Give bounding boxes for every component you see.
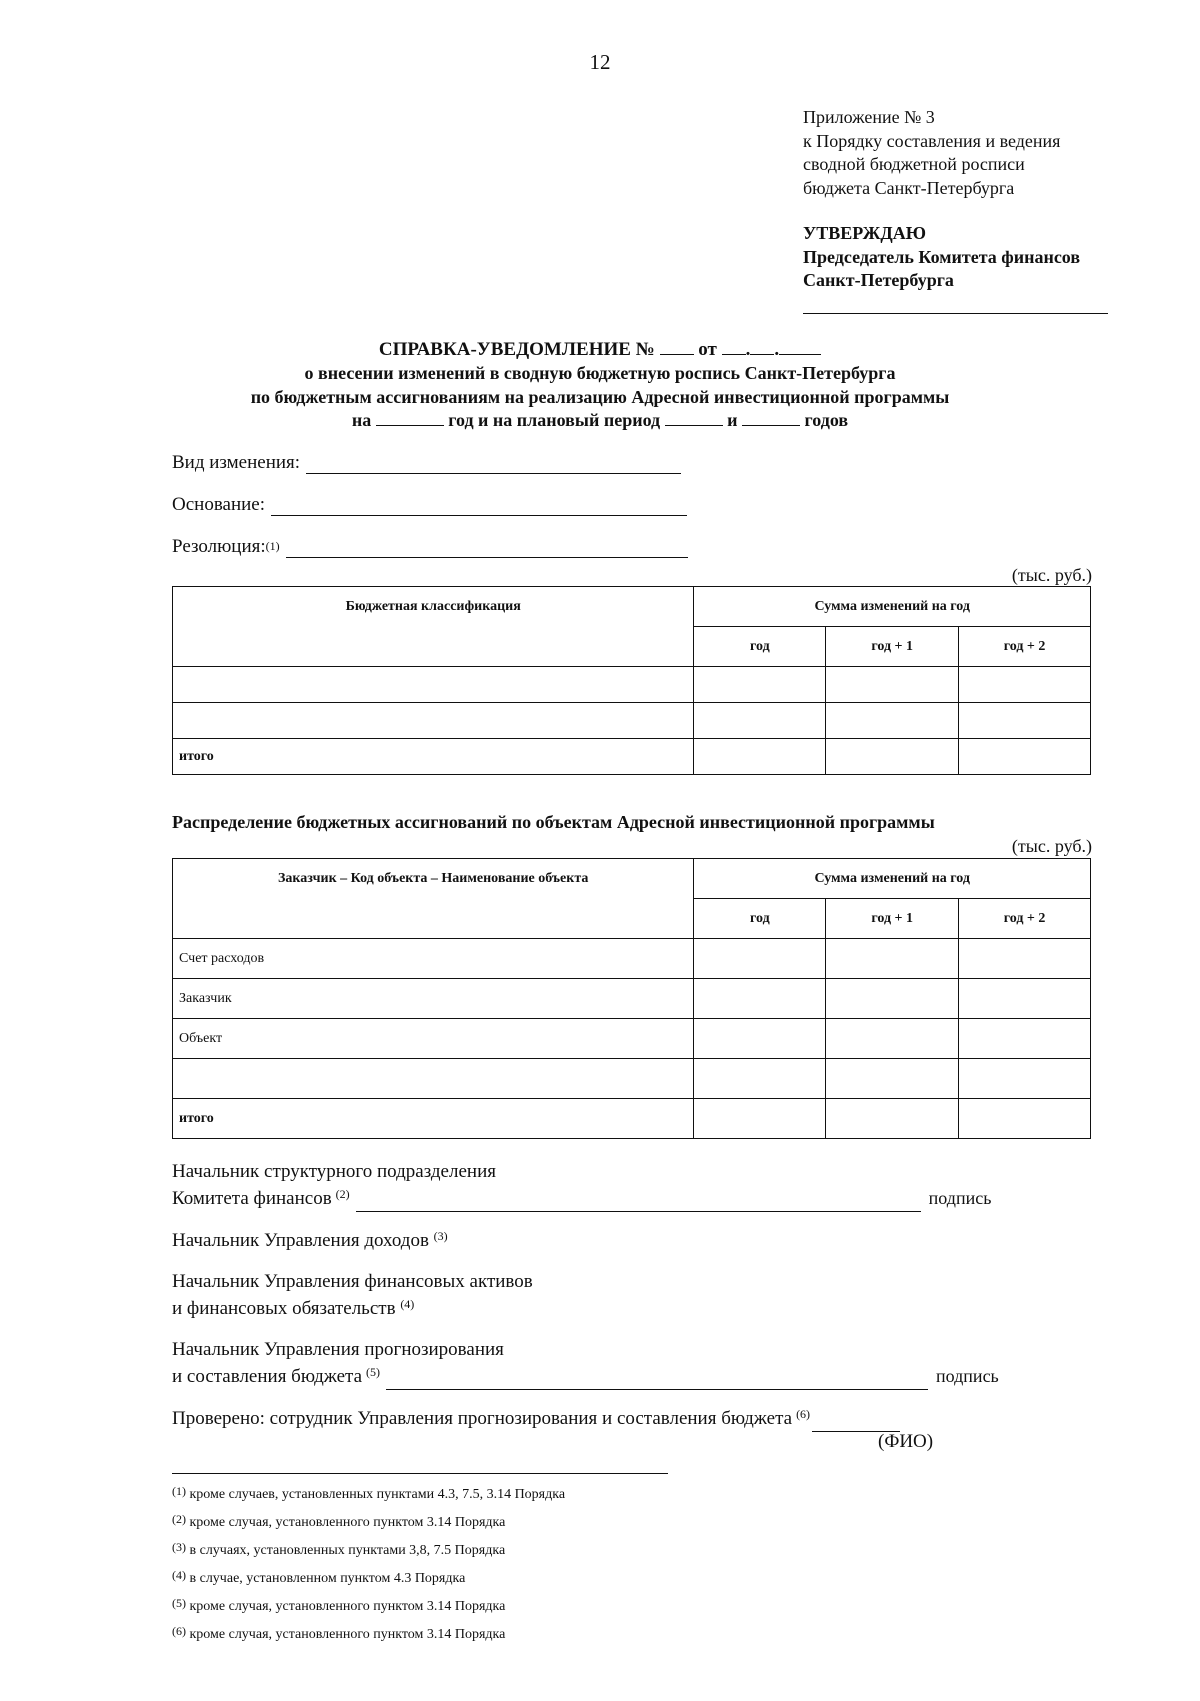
footnote-ref: (4) bbox=[400, 1297, 415, 1311]
footnote bbox=[172, 1593, 565, 1621]
footnote-ref: (6) bbox=[796, 1407, 811, 1421]
year-blank bbox=[779, 338, 821, 355]
signer-title-line: Комитета финансов bbox=[172, 1188, 332, 1209]
footnote-mark: (3) bbox=[172, 1540, 186, 1554]
title-from: от bbox=[698, 339, 717, 360]
footnote-text: кроме случая, установленного пунктом 3.14 Порядка bbox=[189, 1627, 506, 1642]
year-blank bbox=[742, 409, 800, 426]
signer-title: Начальник Управления доходов bbox=[172, 1230, 429, 1251]
units-label: (тыс. руб.) bbox=[1011, 836, 1092, 856]
table-cell[interactable] bbox=[826, 739, 959, 775]
change-type-label: Вид изменения: bbox=[172, 452, 301, 473]
signature-label: подпись bbox=[928, 1188, 992, 1208]
year-header: год bbox=[694, 899, 826, 939]
table-row bbox=[173, 979, 1091, 1019]
footnote bbox=[172, 1565, 565, 1593]
signature-line[interactable] bbox=[356, 1191, 921, 1212]
approval-line: Председатель Комитета финансов bbox=[803, 246, 1081, 267]
document-title bbox=[0, 338, 1200, 433]
column-header-sum: Сумма изменений на год bbox=[694, 859, 1091, 899]
total-row bbox=[173, 1099, 1091, 1139]
classification-table bbox=[172, 586, 1091, 775]
footnote-text: кроме случаев, установленных пунктами 4.3, 7.5, 3.14 Порядка bbox=[189, 1487, 566, 1502]
checked-by-label: Проверено: сотрудник Управления прогнозирования и составления бюджета bbox=[172, 1408, 793, 1429]
footnote-ref: (5) bbox=[366, 1365, 381, 1379]
footnote-text: в случае, установленном пунктом 4.3 Порядка bbox=[189, 1571, 466, 1586]
appendix-line: сводной бюджетной росписи bbox=[803, 154, 1025, 174]
signer-title-line: и финансовых обязательств bbox=[172, 1298, 396, 1319]
signer-title: Начальник Управления финансовых активов bbox=[172, 1271, 533, 1292]
table-cell[interactable] bbox=[826, 1059, 959, 1099]
fio-label: (ФИО) bbox=[878, 1431, 934, 1452]
signer-title-line: и составления бюджета bbox=[172, 1366, 363, 1387]
footnote-mark: (6) bbox=[172, 1624, 186, 1638]
month-blank bbox=[750, 338, 774, 355]
footnote-mark: (2) bbox=[172, 1512, 186, 1526]
year-plus-1-header: год + 1 bbox=[826, 627, 959, 667]
resolution-field bbox=[172, 536, 688, 558]
approval-signature-line bbox=[803, 313, 1108, 314]
total-label: итого bbox=[173, 739, 694, 775]
signature-block-1 bbox=[172, 1158, 991, 1212]
table-cell[interactable] bbox=[959, 1099, 1091, 1139]
row-label-customer: Заказчик bbox=[173, 979, 694, 1019]
year-plus-1-header: год + 1 bbox=[826, 899, 959, 939]
table-cell[interactable] bbox=[694, 1019, 826, 1059]
title-line-4 bbox=[0, 409, 1200, 433]
signature-label: подпись bbox=[936, 1366, 999, 1386]
footnote bbox=[172, 1509, 565, 1537]
appendix-line: к Порядку составления и ведения bbox=[803, 130, 1061, 151]
column-header-classification: Бюджетная классификация bbox=[173, 587, 694, 667]
number-blank bbox=[660, 338, 694, 355]
table-cell[interactable] bbox=[826, 667, 959, 703]
table-cell[interactable] bbox=[694, 1099, 826, 1139]
table-row bbox=[173, 939, 1091, 979]
signature-line[interactable] bbox=[386, 1369, 928, 1390]
total-label: итого bbox=[173, 1099, 694, 1139]
table-cell[interactable] bbox=[173, 1059, 694, 1099]
footnote-separator bbox=[172, 1473, 668, 1474]
table-row bbox=[173, 1059, 1091, 1099]
basis-label: Основание: bbox=[172, 494, 266, 515]
row-label-account: Счет расходов bbox=[173, 939, 694, 979]
title-years: годов bbox=[804, 410, 849, 430]
signer-title: Начальник структурного подразделения bbox=[172, 1161, 496, 1182]
title-plan-period: год и на плановый период bbox=[448, 410, 661, 430]
footnote-text: кроме случая, установленного пунктом 3.14 Порядка bbox=[189, 1515, 506, 1530]
table-row bbox=[173, 1019, 1091, 1059]
title-line-2: о внесении изменений в сводную бюджетную роспись Санкт-Петербурга bbox=[304, 363, 896, 383]
signature-block-3 bbox=[172, 1268, 533, 1322]
footnote-ref: (3) bbox=[433, 1229, 448, 1243]
appendix-line: Приложение № 3 bbox=[803, 107, 935, 127]
title-main-line: СПРАВКА-УВЕДОМЛЕНИЕ № от . . bbox=[0, 338, 1200, 362]
table-cell[interactable] bbox=[694, 703, 826, 739]
table-cell[interactable] bbox=[959, 667, 1091, 703]
footnote-text: кроме случая, установленного пунктом 3.14 Порядка bbox=[189, 1599, 506, 1614]
table-cell[interactable] bbox=[173, 703, 694, 739]
table-row bbox=[173, 703, 1091, 739]
appendix-header bbox=[803, 106, 1060, 200]
year-header: год bbox=[694, 627, 826, 667]
table-cell[interactable] bbox=[959, 979, 1091, 1019]
column-header-object: Заказчик – Код объекта – Наименование объекта bbox=[173, 859, 694, 939]
signer-title bbox=[172, 1185, 991, 1212]
change-type-line[interactable] bbox=[306, 455, 681, 474]
title-on: на bbox=[351, 410, 372, 430]
checked-by-block bbox=[172, 1405, 900, 1432]
approval-line: Санкт-Петербурга bbox=[803, 270, 954, 290]
year-plus-2-header: год + 2 bbox=[959, 627, 1091, 667]
signature-block-2 bbox=[172, 1227, 448, 1254]
footnote-mark: (5) bbox=[172, 1596, 186, 1610]
table-cell[interactable] bbox=[694, 667, 826, 703]
row-label-object: Объект bbox=[173, 1019, 694, 1059]
change-type-field bbox=[172, 452, 681, 474]
footnote-ref: (1) bbox=[265, 539, 280, 553]
footnote-ref: (2) bbox=[335, 1187, 350, 1201]
basis-field bbox=[172, 494, 687, 516]
footnote bbox=[172, 1621, 565, 1649]
table-cell[interactable] bbox=[694, 739, 826, 775]
table-cell[interactable] bbox=[826, 703, 959, 739]
objects-table bbox=[172, 858, 1091, 1139]
footnote-mark: (4) bbox=[172, 1568, 186, 1582]
table-cell[interactable] bbox=[959, 1059, 1091, 1099]
footnote-mark: (1) bbox=[172, 1484, 186, 1498]
table-cell[interactable] bbox=[826, 979, 959, 1019]
year-plus-2-header: год + 2 bbox=[959, 899, 1091, 939]
appendix-line: бюджета Санкт-Петербурга bbox=[803, 177, 1015, 198]
table-cell[interactable] bbox=[694, 1059, 826, 1099]
day-blank bbox=[722, 338, 746, 355]
page-number: 12 bbox=[589, 50, 611, 74]
title-line-3: по бюджетным ассигнованиям на реализацию Адресной инвестиционной программы bbox=[250, 386, 950, 407]
table-cell[interactable] bbox=[959, 703, 1091, 739]
approval-line: УТВЕРЖДАЮ bbox=[803, 223, 927, 243]
column-header-sum: Сумма изменений на год bbox=[694, 587, 1091, 627]
footnotes bbox=[172, 1481, 565, 1649]
table-cell[interactable] bbox=[694, 939, 826, 979]
title-main: СПРАВКА-УВЕДОМЛЕНИЕ № bbox=[378, 339, 655, 360]
approval-block bbox=[803, 222, 1080, 293]
units-label: (тыс. руб.) bbox=[1011, 565, 1092, 585]
table-cell[interactable] bbox=[173, 667, 694, 703]
table-cell[interactable] bbox=[694, 979, 826, 1019]
year-blank bbox=[665, 409, 723, 426]
table-cell[interactable] bbox=[826, 1019, 959, 1059]
year-blank bbox=[376, 409, 444, 426]
section-title: Распределение бюджетных ассигнований по объектам Адресной инвестиционной программы bbox=[172, 812, 935, 832]
table-cell[interactable] bbox=[826, 939, 959, 979]
resolution-label: Резолюция: bbox=[172, 536, 266, 557]
table-cell[interactable] bbox=[959, 939, 1091, 979]
table-cell[interactable] bbox=[826, 1099, 959, 1139]
table-cell[interactable] bbox=[959, 739, 1091, 775]
footnote-text: в случаях, установленных пунктами 3,8, 7.5 Порядка bbox=[189, 1543, 506, 1558]
total-row bbox=[173, 739, 1091, 775]
resolution-line[interactable] bbox=[286, 539, 688, 558]
basis-line[interactable] bbox=[271, 497, 687, 516]
signature-block-4 bbox=[172, 1336, 999, 1390]
title-and: и bbox=[727, 410, 738, 430]
footnote bbox=[172, 1481, 565, 1509]
fio-line[interactable] bbox=[812, 1411, 900, 1432]
footnote bbox=[172, 1537, 565, 1565]
signer-title: Начальник Управления прогнозирования bbox=[172, 1339, 504, 1360]
table-row bbox=[173, 667, 1091, 703]
table-cell[interactable] bbox=[959, 1019, 1091, 1059]
